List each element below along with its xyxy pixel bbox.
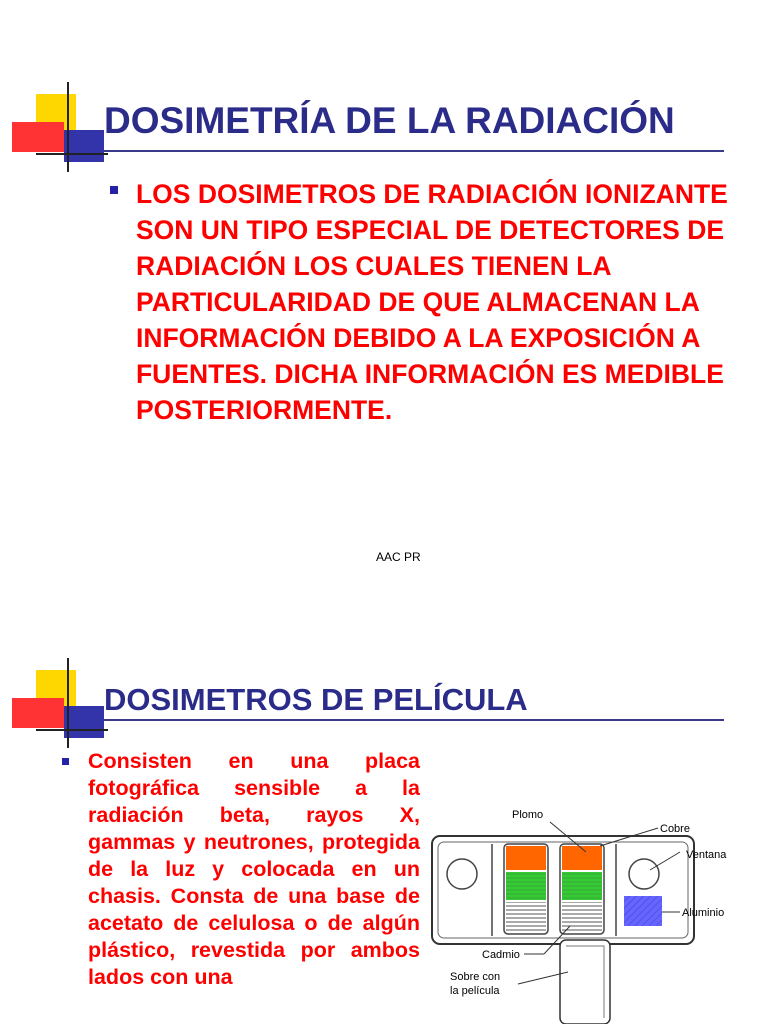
- bullet-text: Consisten en una placa fotográfica sensible a la radiación beta, rayos X, gammas y neutrones, protegida de la luz y colocada en un chasis. Consta de una base de acetato de celulosa o de algún plástico, revestida por ambos lados con una: [88, 749, 420, 989]
- film-badge-diagram: [428, 800, 764, 1024]
- slide-logo-icon: [8, 82, 108, 172]
- label-sobre-line1: Sobre con: [450, 971, 501, 983]
- label-ventana: Ventana: [686, 849, 727, 861]
- title-divider: [104, 150, 724, 152]
- label-sobre-line2: la película: [450, 985, 500, 997]
- label-plomo: Plomo: [512, 809, 544, 821]
- label-cobre: Cobre: [660, 823, 690, 835]
- left-window-circle: [447, 859, 477, 889]
- film-envelope: [560, 940, 610, 1024]
- plomo-filter-right: [562, 846, 602, 870]
- ventana-circle: [629, 859, 659, 889]
- page-title: DOSIMETRÍA DE LA RADIACIÓN: [104, 100, 675, 141]
- bullet-icon: [110, 186, 118, 194]
- slide-2: [0, 640, 768, 1024]
- slide-logo-icon: [8, 658, 108, 748]
- page-title: DOSIMETROS DE PELÍCULA: [104, 682, 528, 717]
- bullet-icon: [62, 758, 69, 765]
- slide-footer: AAC PR: [376, 550, 421, 564]
- title-divider: [104, 719, 724, 721]
- plomo-filter-left: [506, 846, 546, 870]
- cadmio-filter-left: [506, 902, 546, 932]
- label-aluminio: Aluminio: [682, 907, 725, 919]
- bullet-text: LOS DOSIMETROS DE RADIACIÓN IONIZANTE SON UN TIPO ESPECIAL DE DETECTORES DE RADIACIÓN LOS CUALES TIENEN LA PARTICULARIDAD DE QUE ALMACENAN LA INFORMACIÓN DEBIDO A LA EXPOSICIÓN A FUENTES. DICHA INFORMACIÓN ES MEDIBLE POSTERIORMENTE.: [136, 179, 728, 425]
- label-cadmio: Cadmio: [482, 949, 520, 961]
